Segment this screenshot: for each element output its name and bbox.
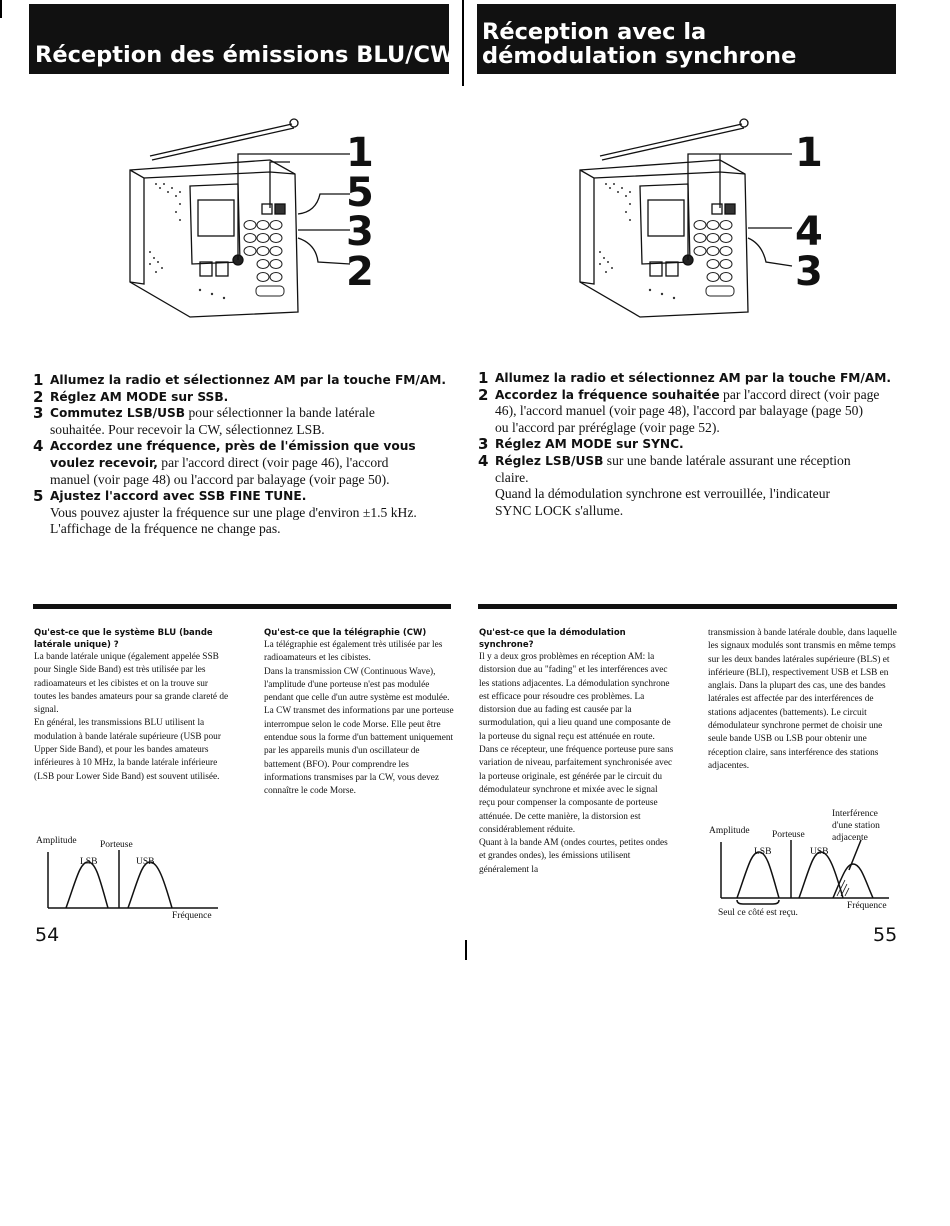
right-step-2-cont2: ou l'accord par préréglage (voir page 52). — [495, 419, 720, 435]
right-graph-frequence: Fréquence — [847, 901, 887, 911]
left-edge-mark — [0, 0, 2, 18]
left-callout-3: 3 — [346, 209, 374, 255]
left-steps — [33, 372, 453, 538]
left-column-blu — [34, 627, 230, 784]
left-graph-frequence: Fréquence — [172, 911, 212, 921]
left-step-5: 5 Ajustez l'accord avec SSB FINE TUNE. — [33, 487, 307, 506]
right-callout-3: 3 — [795, 249, 823, 295]
right-step-2: 2 Accordez la fréquence souhaitée par l'accord direct (voir page — [478, 385, 880, 404]
right-radio-illustration — [570, 112, 770, 332]
right-graph-lsb: LSB — [754, 847, 772, 857]
left-page-title: Réception des émissions BLU/CW — [35, 42, 455, 68]
left-step-4-cont: manuel (voir page 48) ou l'accord par balayage (voir page 50). — [50, 471, 390, 487]
left-radio-illustration — [120, 112, 320, 332]
right-page-title: Réception avec la démodulation synchrone — [482, 19, 797, 69]
right-sync-graph — [713, 840, 898, 910]
right-step-4-cont: claire. — [495, 469, 529, 485]
left-step-2: 2 Réglez AM MODE sur SSB. — [33, 387, 229, 406]
left-step-4: 4 Accordez une fréquence, près de l'émission que vous — [33, 437, 416, 456]
left-graph-amplitude: Amplitude — [36, 836, 77, 846]
right-graph-amplitude: Amplitude — [709, 826, 750, 836]
left-page-number: 54 — [35, 924, 60, 946]
left-step-3-cont: souhaitée. Pour recevoir la CW, sélectionnez LSB. — [50, 421, 325, 437]
right-step-2-cont: 46), l'accord manuel (voir page 48), l'accord par balayage (page 50) — [495, 403, 863, 419]
right-graph-porteuse: Porteuse — [772, 830, 805, 840]
right-step-4: 4 Réglez LSB/USB sur une bande latérale assurant une réception — [478, 451, 851, 470]
left-col2-p1: La télégraphie est également très utilisée par les radioamateurs et les cibistes. — [264, 640, 443, 664]
right-col2-p1: transmission à bande latérale double, dans laquelle les signaux modulés sont transmis en même temps sur les deux bandes latérales supérieure (BLS) et inférieure (BLI), respectivement USB et LSB en anglais. Dans la plupart des cas, une des bandes latérales est affectée par des interférences de stations adjacentes (battements). Le circuit démodulateur synchrone permet de choisir une seule bande USB ou LSB pour obtenir une réception claire, sans interférence des stations adjacentes. — [708, 628, 897, 771]
left-callout-5: 5 — [346, 170, 374, 216]
right-graph-seul: Seul ce côté est reçu. — [718, 908, 798, 918]
right-step-4-cont2: Quand la démodulation synchrone est verrouillée, l'indicateur — [495, 486, 831, 502]
left-graph-usb: USB — [136, 857, 155, 867]
right-section-bar — [478, 604, 897, 609]
right-graph-usb: USB — [810, 847, 829, 857]
left-step-1: 1 Allumez la radio et sélectionnez AM par la touche FM/AM. — [33, 371, 447, 389]
left-graph-porteuse: Porteuse — [100, 840, 133, 850]
left-section-bar — [33, 604, 451, 609]
left-column-cw — [264, 627, 454, 799]
left-col1-heading: Qu'est-ce que le système BLU (bande latérale unique) ? — [34, 628, 213, 650]
left-step-3: 3 Commutez LSB/USB pour sélectionner la bande latérale — [33, 404, 375, 423]
right-callout-1: 1 — [795, 130, 823, 176]
left-step-5-cont: Vous pouvez ajuster la fréquence sur une plage d'environ ±1.5 kHz. — [50, 504, 417, 520]
left-title-banner — [29, 4, 455, 74]
left-col2-heading: Qu'est-ce que la télégraphie (CW) — [264, 628, 427, 638]
left-callout-1: 1 — [346, 130, 374, 176]
left-step-4-line2: voulez recevoir, par l'accord direct (voir page 46), l'accord — [50, 454, 389, 470]
left-callout-2: 2 — [346, 249, 374, 295]
left-col2-p2: Dans la transmission CW (Continuous Wave), l'amplitude d'une porteuse n'est pas modulée pendant que celle d'un autre système est modulée. La CW transmet des informations par une porteuse interrompue selon le code Morse. Elle peut être entendue sous la forme d'un battement uniquement par les appareils munis d'un oscillateur de battement (BFO). Pour comprendre les informations transmises par la CW, vous devez connaître le code Morse. — [264, 666, 454, 797]
right-steps — [478, 370, 908, 519]
center-divider-top — [462, 0, 464, 86]
right-col1-heading: Qu'est-ce que la démodulation synchrone? — [479, 628, 626, 650]
left-graph-lsb: LSB — [80, 857, 98, 867]
left-ssb-graph — [40, 850, 220, 910]
right-step-4-cont3: SYNC LOCK s'allume. — [495, 502, 624, 518]
center-divider-bottom — [465, 940, 467, 960]
right-title-banner — [477, 4, 896, 74]
right-col1-p2: Quant à la bande AM (ondes courtes, petites ondes et grandes ondes), les émissions utilisent généralement la — [479, 838, 668, 875]
left-col1-p1: La bande latérale unique (également appelée SSB pour Single Side Band) est très utilisée par les radioamateurs et les cibistes et on la trouve sur toutes les bandes amateurs pour sa grande clareté de signal. — [34, 652, 229, 716]
right-col1-p1: Il y a deux gros problèmes en réception AM: la distorsion due au "fading" et les interférences avec les stations adjacentes. La démodulation synchrone est efficace pour résoudre ces problèmes. La distorsion due au fading est causée par la surmodulation, qui a lieu quand une composante de la porteuse du signal reçu est atténuée en route. Dans ce récepteur, une fréquence porteuse pure sans variation de niveau, parfaitement synchronisée avec la porteuse originale, est générée par le circuit du démodulateur synchrone et mixée avec le signal reçu pour compenser la composante de porteuse atténuée. De cette manière, la distorsion est considérablement réduite. — [479, 652, 674, 835]
left-step-5-cont2: L'affichage de la fréquence ne change pas. — [50, 521, 281, 537]
right-graph-interference-label: Interférence d'une station adjacente — [832, 809, 880, 843]
right-callout-4: 4 — [795, 209, 823, 255]
right-step-1: 1 Allumez la radio et sélectionnez AM par la touche FM/AM. — [478, 369, 892, 387]
left-col1-p2: En général, les transmissions BLU utilisent la modulation à bande latérale supérieure (USB pour Upper Side Band), et pour les bandes amateurs inférieures à 10 MHz, la bande latérale inférieure (LSB pour Lower Side Band) est souvent utilisée. — [34, 718, 221, 782]
right-page-number: 55 — [873, 924, 898, 946]
right-column-dsb — [708, 627, 898, 773]
right-column-sync — [479, 627, 675, 877]
right-step-3: 3 Réglez AM MODE sur SYNC. — [478, 435, 684, 454]
